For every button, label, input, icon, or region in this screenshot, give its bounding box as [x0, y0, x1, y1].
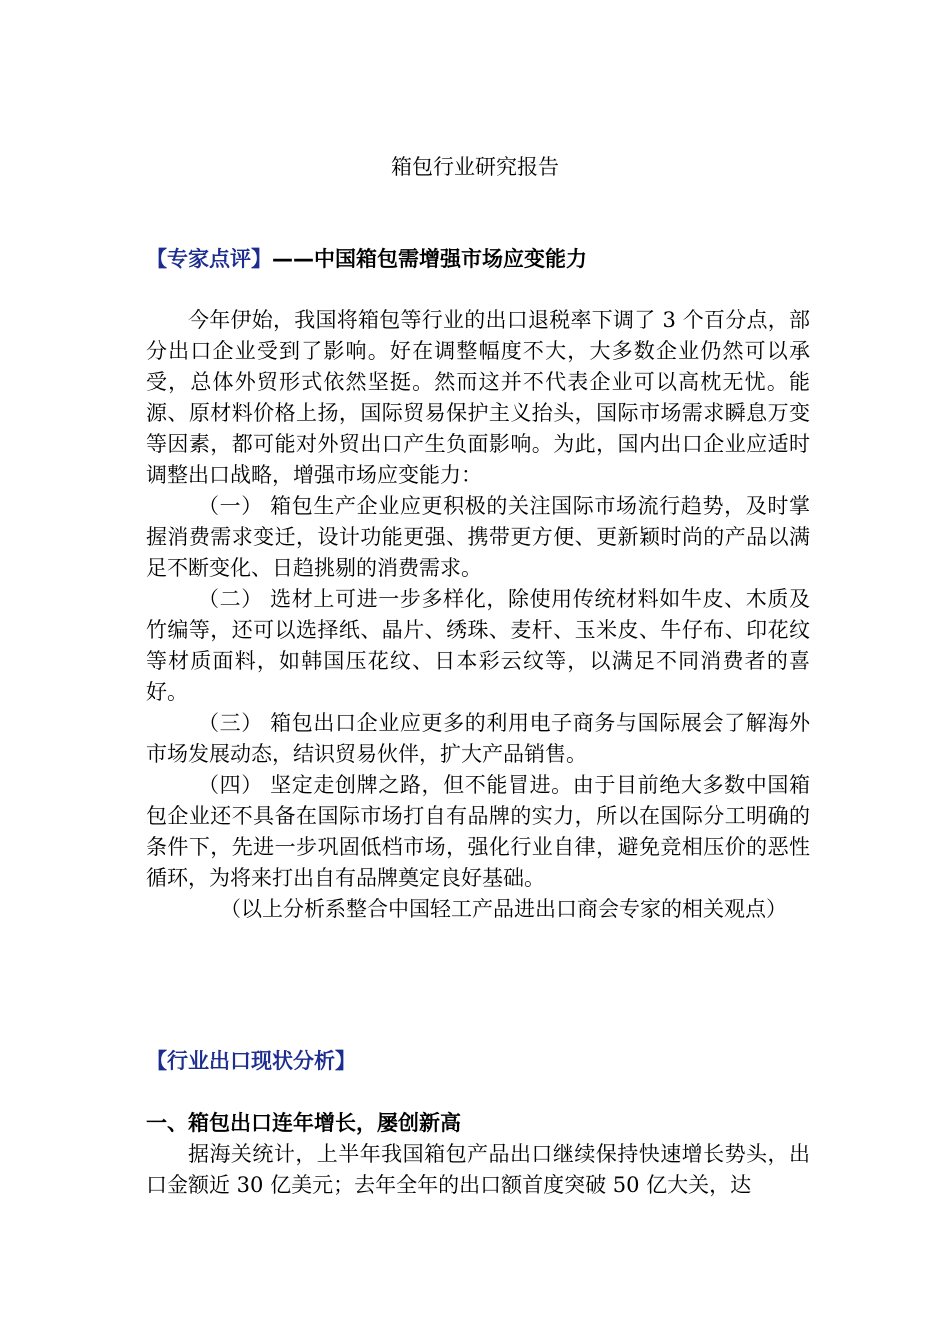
expert-section-heading	[146, 244, 587, 274]
source-note: （以上分析系整合中国轻工产品进出口商会专家的相关观点）	[220, 897, 787, 921]
point-paragraph-4: （四） 坚定走创牌之路，但不能冒进。由于目前绝大多数中国箱包企业还不具备在国际市场打自有品牌的实力，所以在国际分工明确的条件下，先进一步巩固低档市场，强化行业自律，避免竞相压价的恶性循环，为将来打出自有品牌奠定良好基础。	[146, 773, 810, 890]
point-paragraph-1: （一） 箱包生产企业应更积极的关注国际市场流行趋势，及时掌握消费需求变迁，设计功能更强、携带更方便、更新颖时尚的产品以满足不断变化、日趋挑剔的消费需求。	[146, 494, 810, 580]
expert-comment-label: 【专家点评】	[146, 247, 272, 271]
expert-section-body	[146, 305, 810, 925]
document-title: 箱包行业研究报告	[391, 155, 559, 179]
export-analysis-label: 【行业出口现状分析】	[146, 1049, 356, 1073]
export-section-heading	[146, 1046, 356, 1076]
export-subheading: 一、箱包出口连年增长，屡创新高	[146, 1111, 461, 1135]
intro-paragraph: 今年伊始，我国将箱包等行业的出口退税率下调了 3 个百分点，部分出口企业受到了影响。好在调整幅度不大，大多数企业仍然可以承受，总体外贸形式依然坚挺。然而这并不代表企业可以高枕无忧。能源、原材料价格上扬，国际贸易保护主义抬头，国际市场需求瞬息万变等因素，都可能对外贸出口产生负面影响。为此，国内出口企业应适时调整出口战略，增强市场应变能力：	[146, 308, 810, 487]
point-paragraph-3: （三） 箱包出口企业应更多的利用电子商务与国际展会了解海外市场发展动态，结识贸易伙伴，扩大产品销售。	[146, 711, 810, 766]
expert-heading-text: ——中国箱包需增强市场应变能力	[272, 247, 587, 271]
export-section-body	[146, 1139, 810, 1201]
point-paragraph-2: （二） 选材上可进一步多样化，除使用传统材料如牛皮、木质及竹编等，还可以选择纸、晶片、绣珠、麦杆、玉米皮、牛仔布、印花纹等材质面料，如韩国压花纹、日本彩云纹等，以满足不同消费者的喜好。	[146, 587, 810, 704]
export-paragraph: 据海关统计，上半年我国箱包产品出口继续保持快速增长势头，出口金额近 30 亿美元；去年全年的出口额首度突破 50 亿大关，达	[146, 1142, 810, 1197]
